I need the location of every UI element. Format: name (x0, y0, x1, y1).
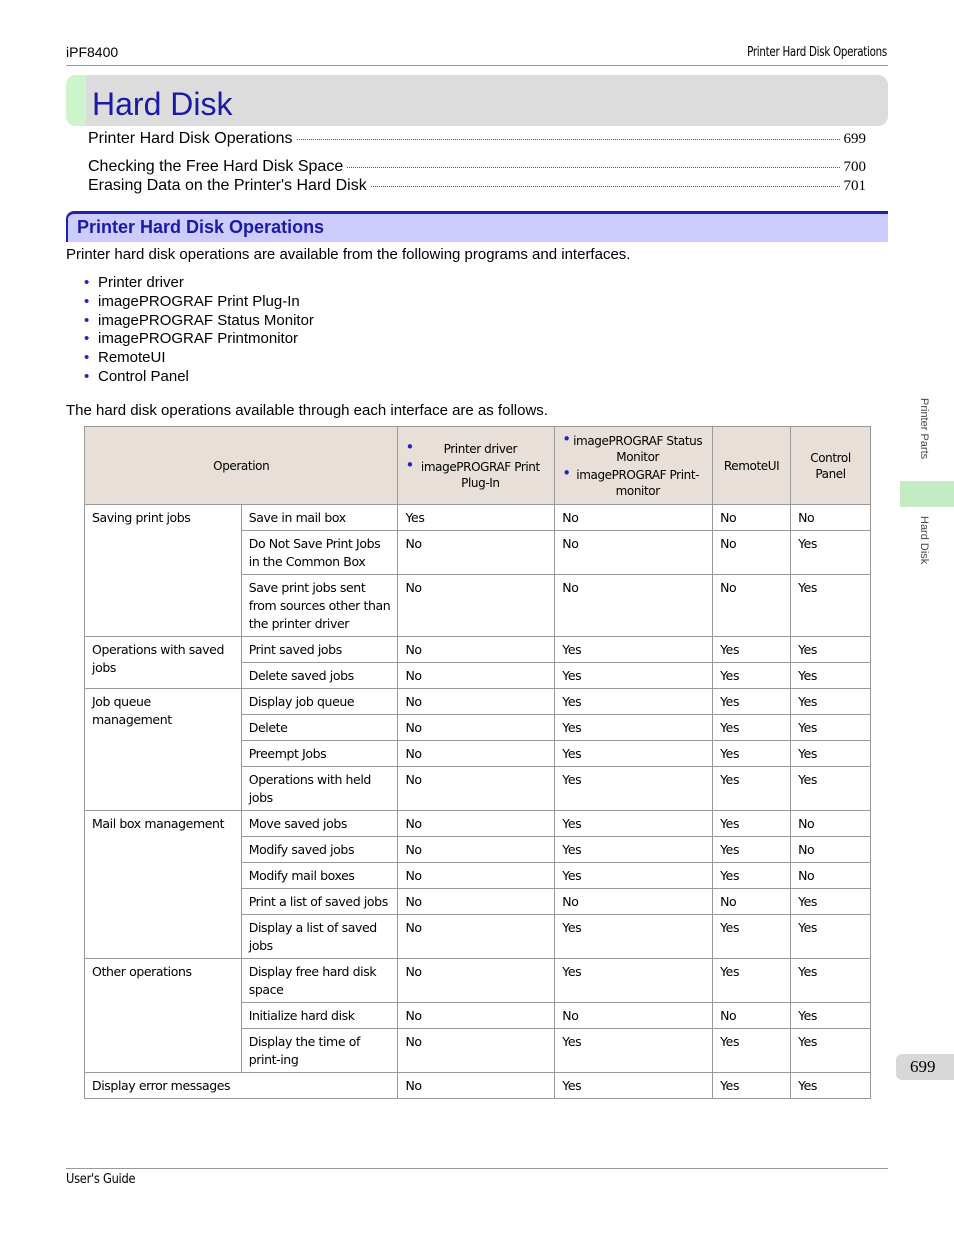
bullet-icon: • (84, 330, 90, 348)
row-category: Operations with saved jobs (85, 637, 242, 689)
row-value: Yes (713, 741, 791, 767)
row-value: Yes (555, 767, 713, 811)
row-value: Yes (713, 811, 791, 837)
row-operation: Print a list of saved jobs (241, 889, 398, 915)
header-driver (398, 427, 555, 505)
section-title: Printer Hard Disk Operations (77, 217, 325, 237)
bullet-icon: • (84, 349, 90, 367)
row-value: No (398, 863, 555, 889)
row-operation: Delete saved jobs (241, 663, 398, 689)
chapter-title: Hard Disk (92, 86, 233, 122)
section-intro: Printer hard disk operations are available from the following programs and interfaces. (66, 246, 631, 263)
row-value: No (398, 959, 555, 1003)
header-monitor-item: imagePROGRAF Print-monitor (576, 468, 700, 498)
row-value: No (555, 889, 713, 915)
table-row (85, 811, 871, 837)
row-value: No (398, 637, 555, 663)
toc-entry[interactable] (88, 130, 866, 148)
row-value: Yes (555, 837, 713, 863)
row-value: Yes (555, 959, 713, 1003)
toc-entry[interactable] (88, 177, 866, 195)
row-value: Yes (791, 637, 871, 663)
table-body (85, 505, 871, 1099)
row-value: Yes (791, 663, 871, 689)
row-value: No (398, 1003, 555, 1029)
row-value: Yes (791, 689, 871, 715)
row-value: No (791, 505, 871, 531)
header-model: iPF8400 (66, 44, 119, 60)
row-value: No (398, 663, 555, 689)
row-value: No (555, 505, 713, 531)
chapter-banner-accent (66, 75, 86, 126)
table-row (85, 959, 871, 1003)
row-value: No (791, 837, 871, 863)
list-item (84, 274, 314, 293)
row-value: No (398, 767, 555, 811)
row-value: Yes (791, 889, 871, 915)
row-value: Yes (555, 637, 713, 663)
row-value: Yes (713, 715, 791, 741)
toc-entry-page[interactable]: 699 (843, 131, 866, 147)
toc-entry-page[interactable]: 700 (843, 159, 866, 175)
table-header-row (85, 427, 871, 505)
row-value: Yes (791, 1003, 871, 1029)
header-rule (66, 65, 888, 66)
toc-leader (371, 186, 840, 187)
bullet-icon: • (405, 438, 414, 456)
row-value: No (398, 1073, 555, 1099)
toc-leader (347, 167, 839, 168)
row-value: Yes (713, 663, 791, 689)
operations-table (84, 426, 871, 1099)
list-item-label: Printer driver (98, 274, 184, 291)
row-value: Yes (791, 767, 871, 811)
row-value: No (398, 1029, 555, 1073)
list-item (84, 349, 314, 368)
row-value: Yes (791, 959, 871, 1003)
toc-leader (297, 139, 840, 140)
side-tab-printer-parts[interactable]: Printer Parts (918, 398, 930, 460)
header-control-panel: Control Panel (791, 427, 871, 505)
row-value: No (713, 889, 791, 915)
row-operation: Initialize hard disk (241, 1003, 398, 1029)
row-value: Yes (791, 531, 871, 575)
row-value: No (555, 531, 713, 575)
row-operation: Display the time of print-ing (241, 1029, 398, 1073)
row-operation: Modify mail boxes (241, 863, 398, 889)
row-operation: Move saved jobs (241, 811, 398, 837)
header-remoteui: RemoteUI (713, 427, 791, 505)
row-value: Yes (555, 915, 713, 959)
row-operation: Modify saved jobs (241, 837, 398, 863)
row-value: Yes (713, 863, 791, 889)
bullet-icon: • (84, 292, 90, 310)
header-driver-item: imagePROGRAF Print Plug-In (420, 460, 540, 490)
row-operation: Do Not Save Print Jobs in the Common Box (241, 531, 398, 575)
bullet-icon: • (84, 274, 90, 291)
table-row (85, 505, 871, 531)
row-value: No (398, 531, 555, 575)
toc-entry-page[interactable]: 701 (843, 178, 866, 194)
bullet-icon: • (562, 430, 571, 448)
row-value: No (398, 741, 555, 767)
row-value: No (398, 889, 555, 915)
row-value: No (398, 715, 555, 741)
footer-rule (66, 1168, 888, 1169)
row-value: Yes (791, 1073, 871, 1099)
side-tab-hard-disk[interactable]: Hard Disk (918, 516, 930, 565)
row-value: No (791, 863, 871, 889)
bullet-icon: • (84, 311, 90, 329)
row-value: No (398, 575, 555, 637)
row-value: Yes (791, 1029, 871, 1073)
table-row (85, 689, 871, 715)
row-operation: Delete (241, 715, 398, 741)
row-value: Yes (791, 575, 871, 637)
row-value: Yes (555, 1029, 713, 1073)
row-value: Yes (555, 741, 713, 767)
bullet-icon: • (562, 464, 571, 482)
row-value: Yes (713, 837, 791, 863)
bullet-icon: • (405, 456, 414, 474)
bullet-icon: • (84, 367, 90, 385)
list-item (84, 293, 314, 312)
list-item-label: imagePROGRAF Status Monitor (98, 311, 314, 329)
row-value: Yes (713, 689, 791, 715)
row-value: Yes (791, 915, 871, 959)
footer-text: User's Guide (66, 1172, 136, 1187)
list-item (84, 368, 314, 387)
header-status-monitor (555, 427, 713, 505)
row-category: Other operations (85, 959, 242, 1073)
row-value: No (398, 915, 555, 959)
row-value: Yes (713, 1029, 791, 1073)
table-intro: The hard disk operations available through each interface are as follows. (66, 402, 548, 419)
row-operation: Operations with held jobs (241, 767, 398, 811)
row-value: Yes (398, 505, 555, 531)
row-value: No (555, 1003, 713, 1029)
row-value: Yes (713, 959, 791, 1003)
row-value: No (713, 531, 791, 575)
list-item-label: RemoteUI (98, 349, 166, 367)
row-value: Yes (555, 715, 713, 741)
table-row (85, 1073, 871, 1099)
row-value: No (791, 811, 871, 837)
header-driver-item: Printer driver (443, 442, 518, 456)
row-value: Yes (713, 767, 791, 811)
toc-entry[interactable] (88, 158, 866, 176)
row-value: Yes (555, 863, 713, 889)
row-value: Yes (713, 915, 791, 959)
row-category: Mail box management (85, 811, 242, 959)
row-value: No (713, 505, 791, 531)
list-item (84, 330, 314, 349)
row-value: No (398, 689, 555, 715)
list-item-label: imagePROGRAF Print Plug-In (98, 292, 300, 310)
header-operation: Operation (85, 427, 398, 505)
row-operation: Display job queue (241, 689, 398, 715)
page-number: 699 (910, 1057, 936, 1076)
row-value: No (555, 575, 713, 637)
interface-list (84, 274, 314, 387)
row-operation: Display a list of saved jobs (241, 915, 398, 959)
toc-entry-label[interactable]: Erasing Data on the Printer's Hard Disk (88, 177, 367, 194)
row-value: No (398, 837, 555, 863)
toc-entry-label[interactable]: Checking the Free Hard Disk Space (88, 158, 344, 175)
row-operation: Preempt Jobs (241, 741, 398, 767)
side-tab-highlight (900, 481, 954, 507)
row-operation: Save in mail box (241, 505, 398, 531)
row-value: Yes (555, 663, 713, 689)
table-row (85, 637, 871, 663)
toc-entry-label[interactable]: Printer Hard Disk Operations (88, 130, 293, 147)
list-item-label: imagePROGRAF Printmonitor (98, 330, 299, 348)
header-section: Printer Hard Disk Operations (747, 45, 887, 60)
row-value: Yes (555, 689, 713, 715)
row-value: Yes (791, 741, 871, 767)
row-value: Yes (555, 1073, 713, 1099)
header-monitor-item: imagePROGRAF Status Monitor (573, 434, 703, 464)
row-value: Yes (713, 1073, 791, 1099)
row-operation: Print saved jobs (241, 637, 398, 663)
row-operation: Display error messages (85, 1073, 398, 1099)
row-value: Yes (791, 715, 871, 741)
row-operation: Display free hard disk space (241, 959, 398, 1003)
row-value: No (398, 811, 555, 837)
row-category: Saving print jobs (85, 505, 242, 637)
row-category: Job queue management (85, 689, 242, 811)
row-value: No (713, 1003, 791, 1029)
row-value: Yes (713, 637, 791, 663)
list-item-label: Control Panel (98, 367, 189, 385)
row-value: Yes (555, 811, 713, 837)
row-operation: Save print jobs sent from sources other than the printer driver (241, 575, 398, 637)
row-value: No (713, 575, 791, 637)
list-item (84, 312, 314, 331)
